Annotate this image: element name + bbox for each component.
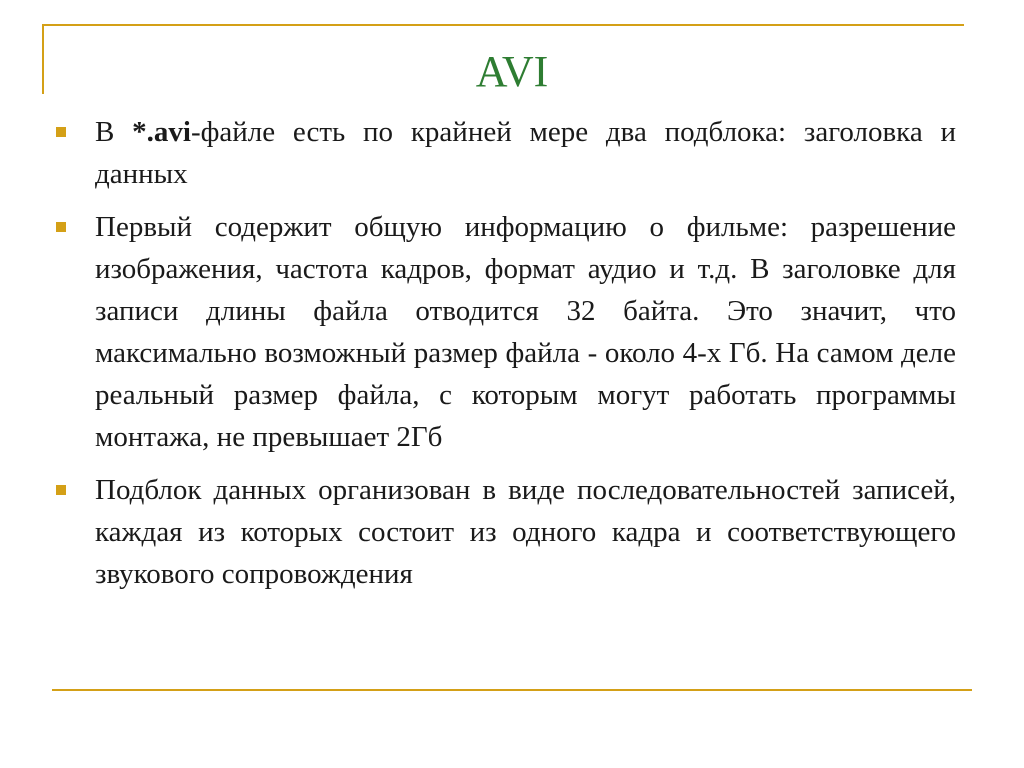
slide-title: AVI bbox=[475, 47, 549, 96]
square-bullet-icon bbox=[56, 127, 66, 137]
square-bullet-icon bbox=[56, 222, 66, 232]
bullet-item bbox=[52, 206, 956, 458]
bullet-text: Подблок данных организован в виде последовательностей записей, каждая из которых состоит из одного кадра и соответствующего звукового сопровождения bbox=[95, 474, 956, 590]
bullet-text-bold: *.avi bbox=[132, 116, 191, 148]
bullet-item bbox=[52, 111, 956, 195]
bullet-item bbox=[52, 469, 956, 595]
bullet-text-rest: -файле есть по крайней мере два подблока: заголовка и данных bbox=[95, 116, 956, 190]
bottom-accent-line bbox=[52, 689, 972, 691]
bullet-text: Первый содержит общую информацию о фильме: разрешение изображения, частота кадров, формат аудио и т.д. В заголовке для записи длины файла отводится 32 байта. Это значит, что максимально возможный размер файла - около 4-х Гб. На самом деле реальный размер файла, с которым могут работать программы монтажа, не превышает 2Гб bbox=[95, 211, 956, 453]
bullet-list bbox=[52, 111, 956, 606]
square-bullet-icon bbox=[56, 485, 66, 495]
bullet-text-prefix: В bbox=[95, 116, 133, 148]
top-accent-line bbox=[42, 24, 964, 26]
